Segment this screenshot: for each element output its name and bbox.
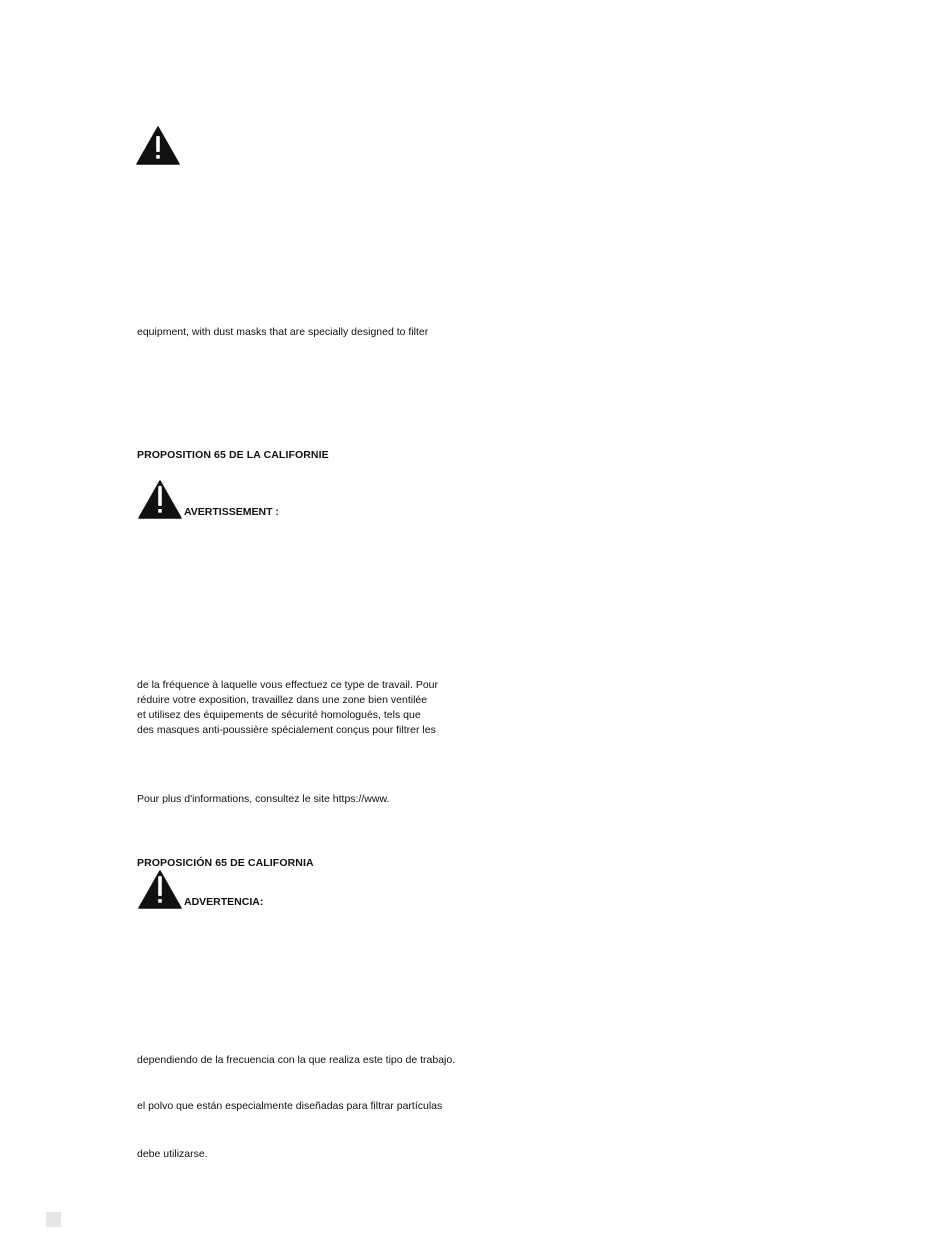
french-text-line: et utilisez des équipements de sécurité homologués, tels que xyxy=(137,709,421,721)
spanish-section-heading: PROPOSICIÓN 65 DE CALIFORNIA xyxy=(137,857,314,869)
french-warning-label: AVERTISSEMENT : xyxy=(184,506,279,518)
spanish-warning-label: ADVERTENCIA: xyxy=(184,896,264,908)
spanish-text-line: dependiendo de la frecuencia con la que realiza este tipo de trabajo. xyxy=(137,1054,456,1066)
french-section-heading: PROPOSITION 65 DE LA CALIFORNIE xyxy=(137,449,329,461)
french-text-line: des masques anti-poussière spécialement conçus pour filtrer les xyxy=(137,724,436,736)
french-text-line: réduire votre exposition, travaillez dans une zone bien ventilée xyxy=(137,694,428,706)
french-info-line: Pour plus d'informations, consultez le site https://www. xyxy=(137,793,390,805)
french-text-line: de la fréquence à laquelle vous effectuez ce type de travail. Pour xyxy=(137,679,438,691)
warning-triangle-icon xyxy=(138,870,182,909)
spanish-text-line: debe utilizarse. xyxy=(137,1148,208,1160)
warning-triangle-icon xyxy=(136,126,180,165)
english-text-line: equipment, with dust masks that are specially designed to filter xyxy=(137,326,429,338)
page-corner-mark xyxy=(46,1212,61,1227)
warning-triangle-icon xyxy=(138,480,182,519)
spanish-text-line: el polvo que están especialmente diseñadas para filtrar partículas xyxy=(137,1100,443,1112)
